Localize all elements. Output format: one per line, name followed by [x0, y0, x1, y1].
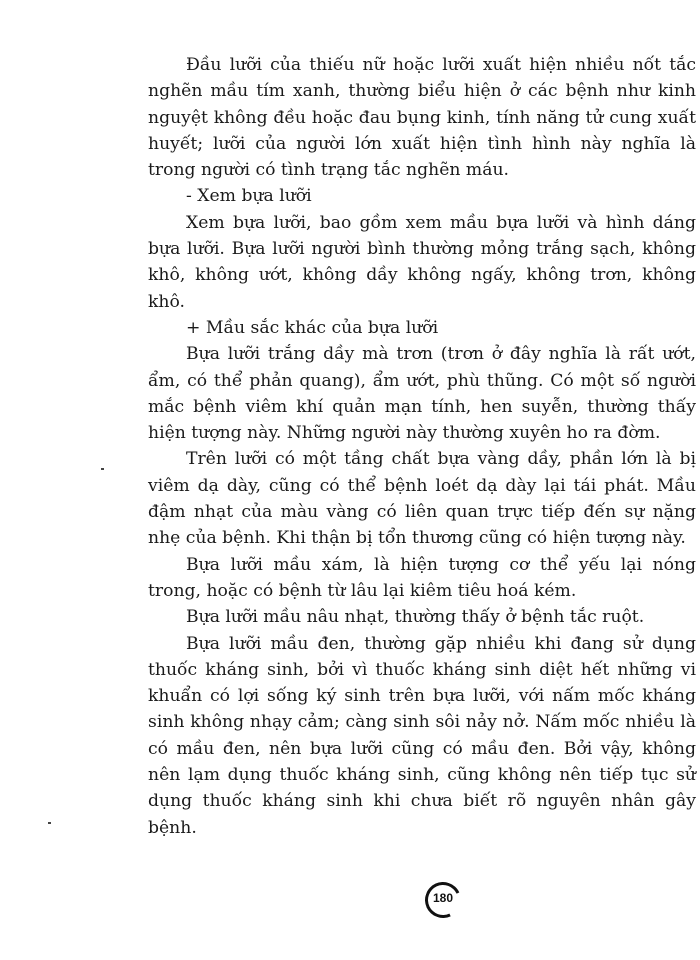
- scan-speck: [48, 822, 51, 824]
- subheading: + Mầu sắc khác của bựa lưỡi: [186, 317, 439, 338]
- paragraph: Bựa lưỡi trắng dầy mà trơn (trơn ở đây nghĩa là rất ướt, ẩm, có thể phản quang), ẩm ướt, phù thũng. Có một số người mắc bệnh viêm khí quản mạn tính, hen suyễn, thường thấy hiện tượng này. Những người này thường xuyên ho ra đờm.: [148, 344, 696, 444]
- subheading: - Xem bựa lưỡi: [186, 186, 312, 207]
- scan-speck: [101, 468, 104, 470]
- paragraph: Bựa lưỡi mầu đen, thường gặp nhiều khi đang sử dụng thuốc kháng sinh, bởi vì thuốc kháng sinh diệt hết những vi khuẩn có lợi sống ký sinh trên bựa lưỡi, với nấm mốc kháng sinh không nhạy cảm; càng sinh sôi nảy nở. Nấm mốc nhiều là có mầu đen, nên bựa lưỡi cũng có mầu đen. Bởi vậy, không nên lạm dụng thuốc kháng sinh, cũng không nên tiếp tục sử dụng thuốc kháng sinh khi chưa biết rõ nguyên nhân gây bệnh.: [148, 633, 696, 838]
- paragraph: Đầu lưỡi của thiếu nữ hoặc lưỡi xuất hiện nhiều nốt tắc nghẽn mầu tím xanh, thường biểu hiện ở các bệnh như kinh nguyệt không đều hoặc đau bụng kinh, tính năng tử cung xuất huyết; lưỡi của người lớn xuất hiện tình hình này nghĩa là trong người có tình trạng tắc nghẽn máu.: [148, 55, 696, 181]
- paragraph: Bựa lưỡi mầu xám, là hiện tượng cơ thể yếu lại nóng trong, hoặc có bệnh từ lâu lại kiêm tiêu hoá kém.: [148, 554, 696, 601]
- paragraph: Trên lưỡi có một tầng chất bựa vàng dầy, phần lớn là bị viêm dạ dày, cũng có thể bệnh loét dạ dày lại tái phát. Mầu đậm nhạt của màu vàng có liên quan trực tiếp đến sự nặng nhẹ của bệnh. Khi thận bị tổn thương cũng có hiện tượng này.: [148, 449, 696, 549]
- page-text: [148, 52, 696, 841]
- page-number: 180: [433, 891, 454, 905]
- page-number-badge: [425, 882, 459, 916]
- paragraph: Xem bựa lưỡi, bao gồm xem mầu bựa lưỡi và hình dáng bựa lưỡi. Bựa lưỡi người bình thường mỏng trắng sạch, không khô, không ướt, không dầy không ngấy, không trơn, không khô.: [148, 212, 696, 312]
- paragraph: Bựa lưỡi mầu nâu nhạt, thường thấy ở bệnh tắc ruột.: [186, 607, 645, 628]
